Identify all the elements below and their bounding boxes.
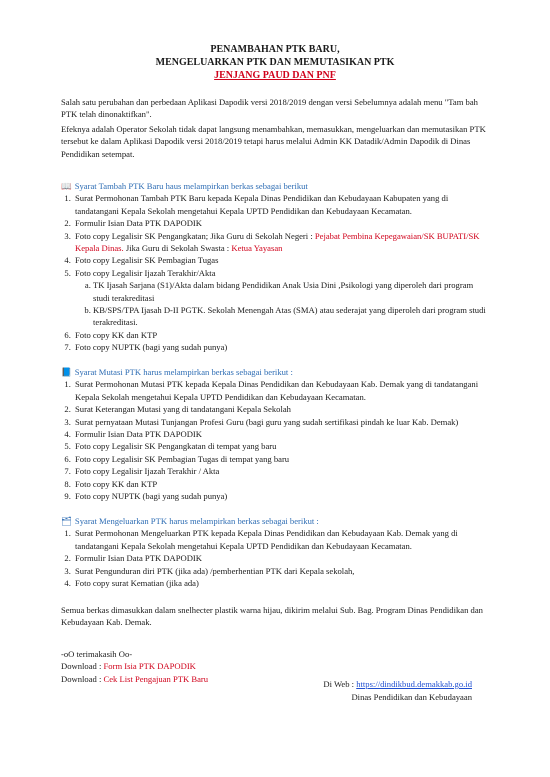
section3-heading: 🗂 Syarat Mengeluarkan PTK harus melampirkan berkas sebagai berikut : [61, 516, 319, 526]
intro-paragraph-2: Efeknya adalah Operator Sekolah tidak dapat langsung menambahkan, memasukkan, mengeluarkan dan memutasikan PTK tersebut ke dalam Aplikasi Dapodik versi 2018/2019 tetapi harus melalui Admin KK Datadik/Admin Dapodik di Dinas Pendidikan setempat. [61, 123, 486, 159]
section-mutasi-ptk [61, 366, 491, 502]
list-item: 3. Surat Pengunduran diri PTK (jika ada) /pemberhentian PTK dari Kepala sekolah, [73, 565, 491, 577]
section2-heading: 📘 Syarat Mutasi PTK harus melampirkan berkas sebagai berikut : [61, 367, 293, 377]
intro-section [61, 96, 491, 160]
list-item: 4. Foto copy Legalisir SK Pembagian Tugas [73, 254, 491, 266]
list-item: 7. Foto copy NUPTK (bagi yang sudah punya) [73, 341, 491, 353]
download-link-checklist[interactable]: Cek List Pengajuan PTK Baru [103, 673, 209, 684]
list-item: 5. Foto copy Legalisir SK Pengangkatan di tempat yang baru [73, 440, 491, 452]
section3-list [61, 527, 491, 589]
closing-note: Semua berkas dimasukkan dalam snelhecter plastik warna hijau, dikirim melalui Sub. Bag. Program Dinas Pendidikan dan Kebudayaan Kab. Demak. [61, 605, 483, 628]
list-item: 2. Surat Keterangan Mutasi yang di tandatangani Kepala Sekolah [73, 403, 491, 415]
section-keluarkan-ptk [61, 515, 491, 589]
download-line-1: Download : Form Isia PTK DAPODIK [61, 661, 196, 672]
list-item: 1. Surat Permohonan Mutasi PTK kepada Kepala Dinas Pendidikan dan Kebudayaan Kab. Demak yang di tandatangani Kepala Sekolah mengetahui Kepala UPTD Pendidikan dan Kebudayaan Kecamatan. [73, 378, 491, 403]
list-item: 6. Foto copy KK dan KTP [73, 329, 491, 341]
section2-list [61, 378, 491, 502]
download-line-2: Download : Cek List Pengajuan PTK Baru [61, 673, 209, 684]
list-item: 3. Foto copy Legalisir SK Pengangkatan; Jika Guru di Sekolah Negeri : Pejabat Pembina Kepegawaian/SK BUPATI/SK Kepala Dinas. Jika Guru di Sekolah Swasta : Ketua Yayasan [73, 230, 491, 255]
section1-heading: 📖 Syarat Tambah PTK Baru haus melampirkan berkas sebagai berikut [61, 181, 308, 191]
list-item: 7. Foto copy Legalisir Ijazah Terakhir / Akta [73, 465, 491, 477]
list-item: 3. Surat pernyataan Mutasi Tunjangan Profesi Guru (bagi guru yang sudah sertifikasi pindah ke luar Kab. Demak) [73, 416, 491, 428]
section-tambah-ptk [61, 180, 491, 354]
sub-list [75, 279, 491, 329]
highlight-text: Pejabat Pembina Kepegawaian/SK BUPATI/SK Kepala Dinas. [75, 230, 480, 254]
section1-list [61, 192, 491, 353]
download-link-form[interactable]: Form Isia PTK DAPODIK [103, 661, 196, 672]
intro-paragraph-1: Salah satu perubahan dan perbedaan Aplikasi Dapodik versi 2018/2019 dengan versi Sebelumnya adalah menu "Tam bah PTK telah dinonaktifkan". [61, 97, 478, 120]
book-icon: 📖 [61, 181, 72, 191]
list-item: 6. Foto copy Legalisir SK Pembagian Tugas di tempat yang baru [73, 453, 491, 465]
list-item: 5. Foto copy Legalisir Ijazah Terakhir/Akta a. TK Ijasah Sarjana (S1)/Akta dalam bidang Pendidikan Anak Usia Dini ,Psikologi yang diperoleh dari program studi terakreditasi b. KB/SPS/TPA Ijasah D-II PGTK. Sekolah Menengah Atas (SMA) atau sederajat yang diperoleh dari program studi terakreditasi. [73, 267, 491, 329]
sub-list-item: b. KB/SPS/TPA Ijasah D-II PGTK. Sekolah Menengah Atas (SMA) atau sederajat yang diperoleh dari program studi terakreditasi. [93, 304, 491, 329]
org-name: Dinas Pendidikan dan Kebudayaan [351, 692, 472, 702]
folder-icon: 🗂 [61, 516, 72, 526]
highlight-text: Ketua Yayasan [231, 243, 283, 254]
web-link[interactable]: https://dindikbud.demakkab.go.id [356, 679, 472, 689]
book-icon: 📘 [61, 367, 72, 377]
list-item: 2. Formulir Isian Data PTK DAPODIK [73, 217, 491, 229]
doc-title-line1: PENAMBAHAN PTK BARU, [210, 44, 340, 55]
list-item: 2. Formulir Isian Data PTK DAPODIK [73, 552, 491, 564]
web-line: Di Web : https://dindikbud.demakkab.go.id [323, 679, 472, 689]
list-item: 1. Surat Permohonan Tambah PTK Baru kepada Kepala Dinas Pendidikan dan Kebudayaan Kabupaten yang di tandatangani Kepala Sekolah mengetahui Kepala UPTD Pendidikan dan Kebudayaan Kecamatan. [73, 192, 491, 217]
list-item: 4. Foto copy surat Kematian (jika ada) [73, 577, 491, 589]
list-item: 8. Foto copy KK dan KTP [73, 478, 491, 490]
sub-list-item: a. TK Ijasah Sarjana (S1)/Akta dalam bidang Pendidikan Anak Usia Dini ,Psikologi yang diperoleh dari program studi terakreditasi [93, 279, 491, 304]
list-item: 9. Foto copy NUPTK (bagi yang sudah punya) [73, 490, 491, 502]
thanks-text: -oO terimakasih Oo- [61, 649, 133, 659]
list-item: 4. Formulir Isian Data PTK DAPODIK [73, 428, 491, 440]
list-item: 1. Surat Permohonan Mengeluarkan PTK kepada Kepala Dinas Pendidikan dan Kebudayaan Kab. Demak yang di tandatangani Kepala Sekolah mengetahui Kepala UPTD Pendidikan dan Kebudayaan Kecamatan. [73, 527, 491, 552]
doc-title-line3: JENJANG PAUD DAN PNF [214, 70, 336, 81]
doc-title-line2: MENGELUARKAN PTK DAN MEMUTASIKAN PTK [155, 57, 395, 68]
